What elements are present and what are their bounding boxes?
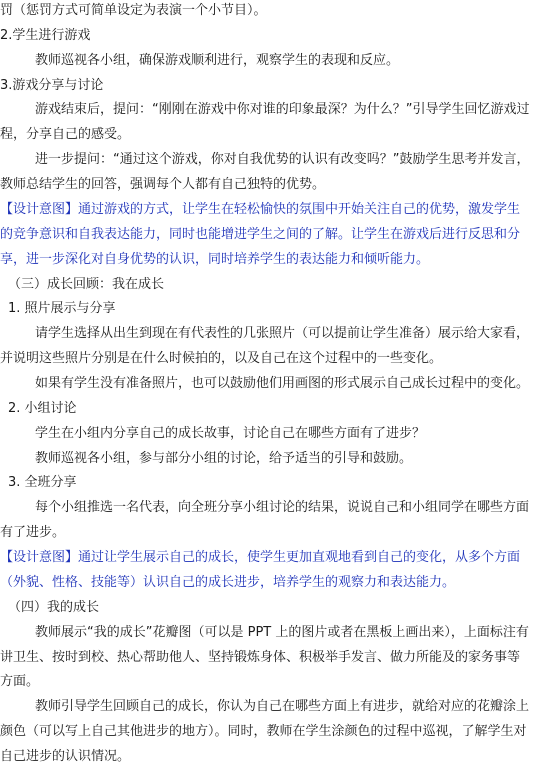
paragraph-line: 程，分享自己的感受。 (0, 127, 131, 143)
paragraph-line: 自己进步的认识情况。 (0, 749, 131, 764)
paragraph-line: 方面。 (0, 674, 40, 690)
section-heading: （四）我的成长 (8, 599, 100, 615)
design-intent-line: 的竞争意识和自我表达能力，同时也能增进学生之间的了解。让学生在游戏后进行反思和分 (0, 226, 521, 242)
paragraph-line: 学生在小组内分享自己的成长故事，讨论自己在哪些方面有了进步？ (35, 425, 426, 441)
section-heading: （三）成长回顾：我在成长 (8, 276, 165, 292)
subsection-heading: 3. 全班分享 (8, 475, 77, 491)
paragraph-line: 教师总结学生的回答，强调每个人都有自己独特的优势。 (0, 177, 326, 193)
section-heading: 2.学生进行游戏 (0, 27, 91, 43)
paragraph-line: 游戏结束后，提问：“刚刚在游戏中你对谁的印象最深？为什么？”引导学生回忆游戏过 (35, 102, 530, 118)
paragraph-line: 教师引导学生回顾自己的成长，你认为自己在哪些方面上有进步，就给对应的花瓣涂上 (35, 699, 530, 715)
design-intent-line: 【设计意图】通过让学生展示自己的成长，使学生更加直观地看到自己的变化，从多个方面 (0, 550, 521, 566)
paragraph-line: 讲卫生、按时到校、热心帮助他人、坚持锻炼身体、积极举手发言、做力所能及的家务事等 (0, 649, 521, 665)
subsection-heading: 1. 照片展示与分享 (8, 301, 116, 317)
design-intent-line: 享，进一步深化对自身优势的认识，同时培养学生的表达能力和倾听能力。 (0, 251, 430, 267)
paragraph-line: 有了进步。 (0, 525, 66, 541)
paragraph-line: 教师巡视各小组，确保游戏顺利进行，观察学生的表现和反应。 (35, 52, 400, 68)
section-heading: 3.游戏分享与讨论 (0, 77, 104, 93)
paragraph-line: 每个小组推选一名代表，向全班分享小组讨论的结果，说说自己和小组同学在哪些方面 (35, 500, 530, 516)
paragraph-line: 请学生选择从出生到现在有代表性的几张照片（可以提前让学生准备）展示给大家看， (35, 326, 530, 342)
paragraph-line: 教师展示“我的成长”花瓣图（可以是 PPT 上的图片或者在黑板上画出来），上面标注有 (35, 624, 529, 640)
text-line: 罚（惩罚方式可简单设定为表演一个小节目）。 (0, 3, 267, 18)
paragraph-line: 颜色（可以写上自己其他进步的地方）。同时，教师在学生涂颜色的过程中巡视，了解学生对 (0, 724, 527, 740)
paragraph-line: 教师巡视各小组，参与部分小组的讨论，给予适当的引导和鼓励。 (35, 450, 413, 466)
design-intent-line: 【设计意图】通过游戏的方式，让学生在轻松愉快的氛围中开始关注自己的优势，激发学生 (0, 201, 521, 217)
paragraph-line: 并说明这些照片分别是在什么时候拍的，以及自己在这个过程中的一些变化。 (0, 351, 443, 367)
paragraph-line: 进一步提问：“通过这个游戏，你对自我优势的认识有改变吗？”鼓励学生思考并发言， (35, 152, 530, 168)
paragraph-line: 如果有学生没有准备照片，也可以鼓励他们用画图的形式展示自己成长过程中的变化。 (35, 376, 530, 391)
design-intent-line: （外貌、性格、技能等）认识自己的成长进步，培养学生的观察力和表达能力。 (0, 574, 456, 590)
subsection-heading: 2. 小组讨论 (8, 400, 77, 416)
